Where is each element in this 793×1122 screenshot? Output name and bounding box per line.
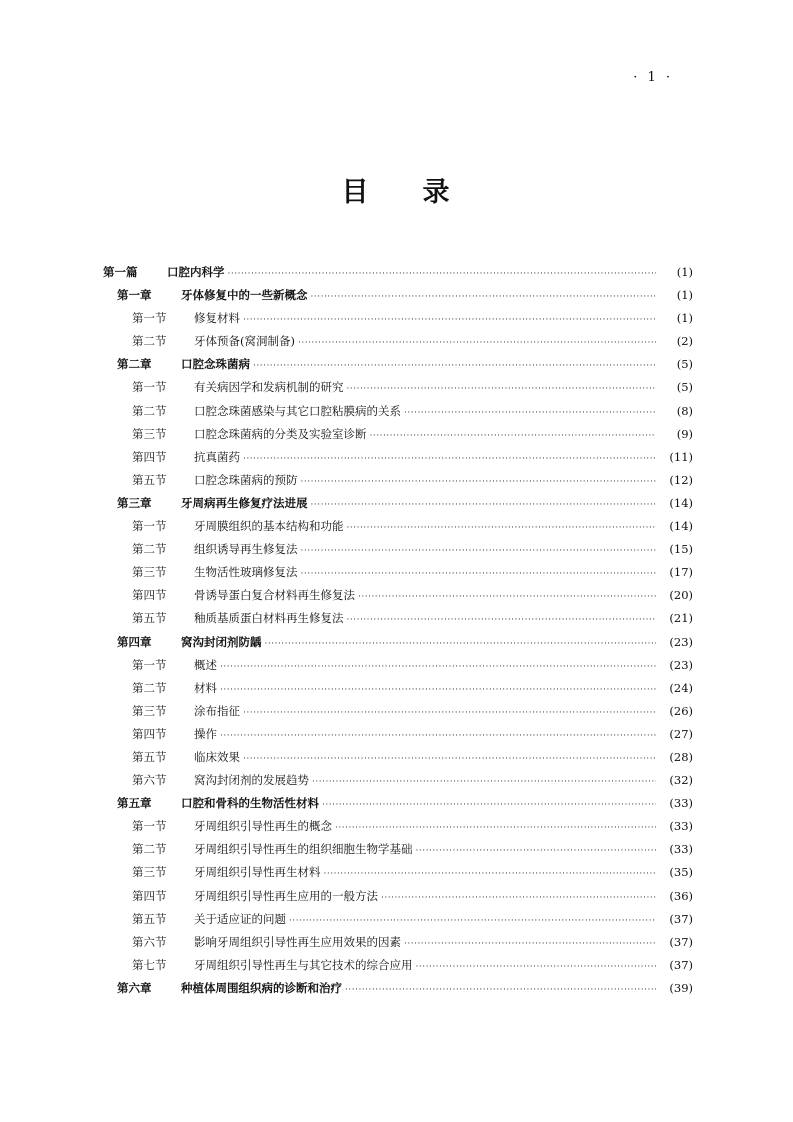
toc-entry-section xyxy=(103,610,693,633)
toc-entry-number: 第五章 xyxy=(117,796,152,811)
toc-entry-title: 口腔念珠菌感染与其它口腔粘膜病的关系 xyxy=(194,403,401,418)
toc-leader-dots xyxy=(289,916,656,926)
toc-leader-dots xyxy=(345,985,656,995)
toc-entry-title: 牙周膜组织的基本结构和功能 xyxy=(194,519,344,534)
toc-leader-dots xyxy=(253,361,656,371)
toc-entry-section xyxy=(103,449,693,472)
toc-entry-label xyxy=(103,472,298,488)
toc-entry-section xyxy=(103,333,693,356)
toc-entry-section xyxy=(103,888,693,911)
toc-entry-page: (24) xyxy=(669,680,693,695)
toc-entry-label xyxy=(103,818,332,834)
toc-entry-number: 第五节 xyxy=(132,911,167,926)
toc-entry-number: 第五节 xyxy=(132,472,167,487)
toc-entry-label xyxy=(103,310,240,326)
toc-entry-number: 第三章 xyxy=(117,495,152,510)
toc-entry-page: (35) xyxy=(669,865,693,880)
toc-entry-section xyxy=(103,379,693,402)
toc-entry-label xyxy=(103,657,217,673)
page-number: · 1 · xyxy=(633,70,673,85)
toc-entry-section xyxy=(103,772,693,795)
toc-entry-label xyxy=(103,634,262,650)
toc-leader-dots xyxy=(243,454,656,464)
toc-entry-label xyxy=(103,749,240,765)
toc-entry-section xyxy=(103,934,693,957)
toc-entry-chapter xyxy=(103,495,693,518)
toc-entry-label xyxy=(103,703,240,719)
toc-entry-label xyxy=(103,888,378,904)
table-of-contents xyxy=(103,264,693,1003)
toc-entry-page: (37) xyxy=(669,957,693,972)
toc-entry-label xyxy=(103,356,250,372)
toc-entry-title: 组织诱导再生修复法 xyxy=(194,542,298,557)
toc-leader-dots xyxy=(220,662,656,672)
toc-entry-section xyxy=(103,587,693,610)
toc-entry-section xyxy=(103,680,693,703)
toc-entry-title: 牙周组织引导性再生应用的一般方法 xyxy=(194,888,378,903)
toc-entry-number: 第六节 xyxy=(132,773,167,788)
toc-leader-dots xyxy=(335,823,656,833)
toc-entry-number: 第一节 xyxy=(132,519,167,534)
toc-entry-section xyxy=(103,749,693,772)
toc-entry-number: 第五节 xyxy=(132,749,167,764)
toc-entry-page: (14) xyxy=(669,495,693,510)
toc-entry-chapter xyxy=(103,634,693,657)
toc-entry-number: 第四章 xyxy=(117,634,152,649)
toc-entry-title: 生物活性玻璃修复法 xyxy=(194,565,298,580)
toc-entry-title: 抗真菌药 xyxy=(194,449,240,464)
toc-leader-dots xyxy=(298,338,656,348)
toc-entry-page: (2) xyxy=(676,334,693,349)
toc-entry-chapter xyxy=(103,287,693,310)
toc-entry-title: 牙体预备(窝洞制备) xyxy=(194,334,295,349)
toc-entry-number: 第六节 xyxy=(132,934,167,949)
toc-entry-title: 临床效果 xyxy=(194,749,240,764)
toc-leader-dots xyxy=(301,477,657,487)
toc-entry-label xyxy=(103,587,355,603)
toc-leader-dots xyxy=(311,500,657,510)
toc-entry-title: 材料 xyxy=(194,680,217,695)
toc-entry-page: (23) xyxy=(669,634,693,649)
toc-entry-title: 口腔念珠菌病 xyxy=(181,357,250,372)
title-char-2: 录 xyxy=(422,177,452,208)
toc-entry-title: 操作 xyxy=(194,726,217,741)
toc-entry-page: (9) xyxy=(676,426,693,441)
toc-entry-number: 第一节 xyxy=(132,311,167,326)
toc-entry-title: 种植体周围组织病的诊断和治疗 xyxy=(181,980,342,995)
toc-entry-number: 第一节 xyxy=(132,657,167,672)
toc-entry-label xyxy=(103,680,217,696)
toc-entry-page: (23) xyxy=(669,657,693,672)
toc-entry-page: (5) xyxy=(676,380,693,395)
toc-entry-title: 牙周病再生修复疗法进展 xyxy=(181,495,308,510)
toc-entry-number: 第四节 xyxy=(132,449,167,464)
toc-entry-label xyxy=(103,495,308,511)
toc-entry-title: 口腔念珠菌病的预防 xyxy=(194,472,298,487)
toc-entry-page: (33) xyxy=(669,819,693,834)
toc-leader-dots xyxy=(347,523,657,533)
toc-leader-dots xyxy=(228,269,657,279)
toc-entry-title: 牙体修复中的一些新概念 xyxy=(181,288,308,303)
toc-entry-section xyxy=(103,403,693,426)
toc-entry-label xyxy=(103,911,286,927)
toc-entry-label xyxy=(103,726,217,742)
toc-entry-title: 修复材料 xyxy=(194,311,240,326)
toc-entry-number: 第三节 xyxy=(132,426,167,441)
toc-entry-label xyxy=(103,449,240,465)
toc-entry-title: 涂布指征 xyxy=(194,703,240,718)
toc-entry-title: 牙周组织引导性再生与其它技术的综合应用 xyxy=(194,957,413,972)
toc-entry-page: (8) xyxy=(676,403,693,418)
toc-entry-page: (26) xyxy=(669,703,693,718)
toc-leader-dots xyxy=(347,384,657,394)
toc-entry-title: 口腔念珠菌病的分类及实验室诊断 xyxy=(194,426,367,441)
toc-entry-page: (21) xyxy=(669,611,693,626)
toc-entry-label xyxy=(103,541,298,557)
toc-leader-dots xyxy=(243,315,656,325)
toc-entry-title: 有关病因学和发病机制的研究 xyxy=(194,380,344,395)
toc-leader-dots xyxy=(404,408,656,418)
toc-entry-label xyxy=(103,518,344,534)
toc-entry-label xyxy=(103,564,298,580)
toc-entry-number: 第六章 xyxy=(117,980,152,995)
toc-entry-number: 第四节 xyxy=(132,888,167,903)
toc-leader-dots xyxy=(220,731,656,741)
toc-entry-label xyxy=(103,287,308,303)
toc-entry-page: (33) xyxy=(669,842,693,857)
toc-entry-title: 骨诱导蛋白复合材料再生修复法 xyxy=(194,588,355,603)
toc-entry-section xyxy=(103,864,693,887)
toc-leader-dots xyxy=(404,939,656,949)
toc-entry-label xyxy=(103,841,413,857)
toc-entry-section xyxy=(103,564,693,587)
toc-entry-section xyxy=(103,818,693,841)
toc-leader-dots xyxy=(416,846,657,856)
toc-entry-number: 第二节 xyxy=(132,542,167,557)
toc-entry-part xyxy=(103,264,693,287)
toc-entry-label xyxy=(103,772,309,788)
toc-leader-dots xyxy=(301,569,657,579)
toc-leader-dots xyxy=(324,869,657,879)
toc-entry-page: (39) xyxy=(669,980,693,995)
toc-entry-title: 窝沟封闭剂的发展趋势 xyxy=(194,773,309,788)
toc-entry-title: 口腔内科学 xyxy=(167,265,225,279)
toc-entry-number: 第五节 xyxy=(132,611,167,626)
toc-entry-page: (1) xyxy=(676,311,693,326)
toc-entry-number: 第二节 xyxy=(132,680,167,695)
toc-leader-dots xyxy=(243,754,656,764)
toc-leader-dots xyxy=(265,639,657,649)
toc-entry-page: (12) xyxy=(669,472,693,487)
toc-entry-title: 影响牙周组织引导性再生应用效果的因素 xyxy=(194,934,401,949)
toc-entry-page: (1) xyxy=(676,288,693,303)
toc-entry-section xyxy=(103,841,693,864)
toc-entry-page: (17) xyxy=(669,565,693,580)
page-title xyxy=(0,170,793,209)
toc-entry-label xyxy=(103,957,413,973)
toc-entry-title: 口腔和骨科的生物活性材料 xyxy=(181,796,319,811)
toc-entry-number: 第一篇 xyxy=(103,265,138,279)
toc-entry-label xyxy=(103,934,401,950)
toc-entry-number: 第三节 xyxy=(132,703,167,718)
toc-entry-section xyxy=(103,310,693,333)
toc-entry-number: 第三节 xyxy=(132,865,167,880)
toc-entry-section xyxy=(103,703,693,726)
toc-entry-title: 窝沟封闭剂防龋 xyxy=(181,634,262,649)
toc-leader-dots xyxy=(358,592,656,602)
toc-entry-section xyxy=(103,426,693,449)
toc-entry-number: 第二节 xyxy=(132,842,167,857)
toc-entry-chapter xyxy=(103,980,693,1003)
toc-entry-number: 第二节 xyxy=(132,403,167,418)
toc-entry-page: (11) xyxy=(669,449,693,464)
toc-entry-label xyxy=(103,264,225,280)
toc-entry-page: (37) xyxy=(669,934,693,949)
toc-entry-page: (28) xyxy=(669,749,693,764)
toc-entry-number: 第二节 xyxy=(132,334,167,349)
title-char-1: 目 xyxy=(341,177,371,208)
toc-entry-label xyxy=(103,403,401,419)
toc-entry-page: (20) xyxy=(669,588,693,603)
toc-entry-number: 第七节 xyxy=(132,957,167,972)
toc-leader-dots xyxy=(301,546,657,556)
toc-entry-section xyxy=(103,911,693,934)
toc-entry-number: 第一节 xyxy=(132,380,167,395)
toc-leader-dots xyxy=(381,893,656,903)
toc-entry-number: 第一章 xyxy=(117,288,152,303)
toc-entry-label xyxy=(103,864,321,880)
toc-entry-section xyxy=(103,518,693,541)
toc-entry-title: 牙周组织引导性再生的组织细胞生物学基础 xyxy=(194,842,413,857)
toc-leader-dots xyxy=(243,708,656,718)
toc-entry-page: (1) xyxy=(676,265,693,279)
toc-entry-section xyxy=(103,726,693,749)
toc-entry-page: (5) xyxy=(676,357,693,372)
toc-entry-section xyxy=(103,472,693,495)
toc-entry-chapter xyxy=(103,356,693,379)
toc-entry-title: 釉质基质蛋白材料再生修复法 xyxy=(194,611,344,626)
toc-entry-section xyxy=(103,657,693,680)
toc-entry-section xyxy=(103,541,693,564)
toc-entry-label xyxy=(103,980,342,996)
toc-entry-page: (14) xyxy=(669,519,693,534)
toc-entry-label xyxy=(103,333,295,349)
toc-leader-dots xyxy=(370,431,657,441)
toc-entry-page: (33) xyxy=(669,796,693,811)
toc-entry-title: 牙周组织引导性再生材料 xyxy=(194,865,321,880)
toc-entry-number: 第一节 xyxy=(132,819,167,834)
toc-leader-dots xyxy=(347,615,657,625)
toc-entry-label xyxy=(103,795,319,811)
toc-entry-page: (32) xyxy=(669,773,693,788)
toc-leader-dots xyxy=(311,292,657,302)
toc-entry-page: (36) xyxy=(669,888,693,903)
toc-entry-page: (27) xyxy=(669,726,693,741)
toc-entry-label xyxy=(103,426,367,442)
toc-entry-title: 牙周组织引导性再生的概念 xyxy=(194,819,332,834)
toc-entry-number: 第三节 xyxy=(132,565,167,580)
toc-entry-label xyxy=(103,379,344,395)
toc-entry-chapter xyxy=(103,795,693,818)
toc-entry-page: (37) xyxy=(669,911,693,926)
toc-entry-page: (15) xyxy=(669,542,693,557)
toc-leader-dots xyxy=(220,685,656,695)
toc-entry-section xyxy=(103,957,693,980)
toc-entry-number: 第二章 xyxy=(117,357,152,372)
toc-leader-dots xyxy=(322,800,656,810)
toc-entry-label xyxy=(103,610,344,626)
toc-entry-title: 概述 xyxy=(194,657,217,672)
toc-entry-title: 关于适应证的问题 xyxy=(194,911,286,926)
toc-entry-number: 第四节 xyxy=(132,726,167,741)
toc-entry-number: 第四节 xyxy=(132,588,167,603)
toc-leader-dots xyxy=(416,962,657,972)
toc-leader-dots xyxy=(312,777,656,787)
